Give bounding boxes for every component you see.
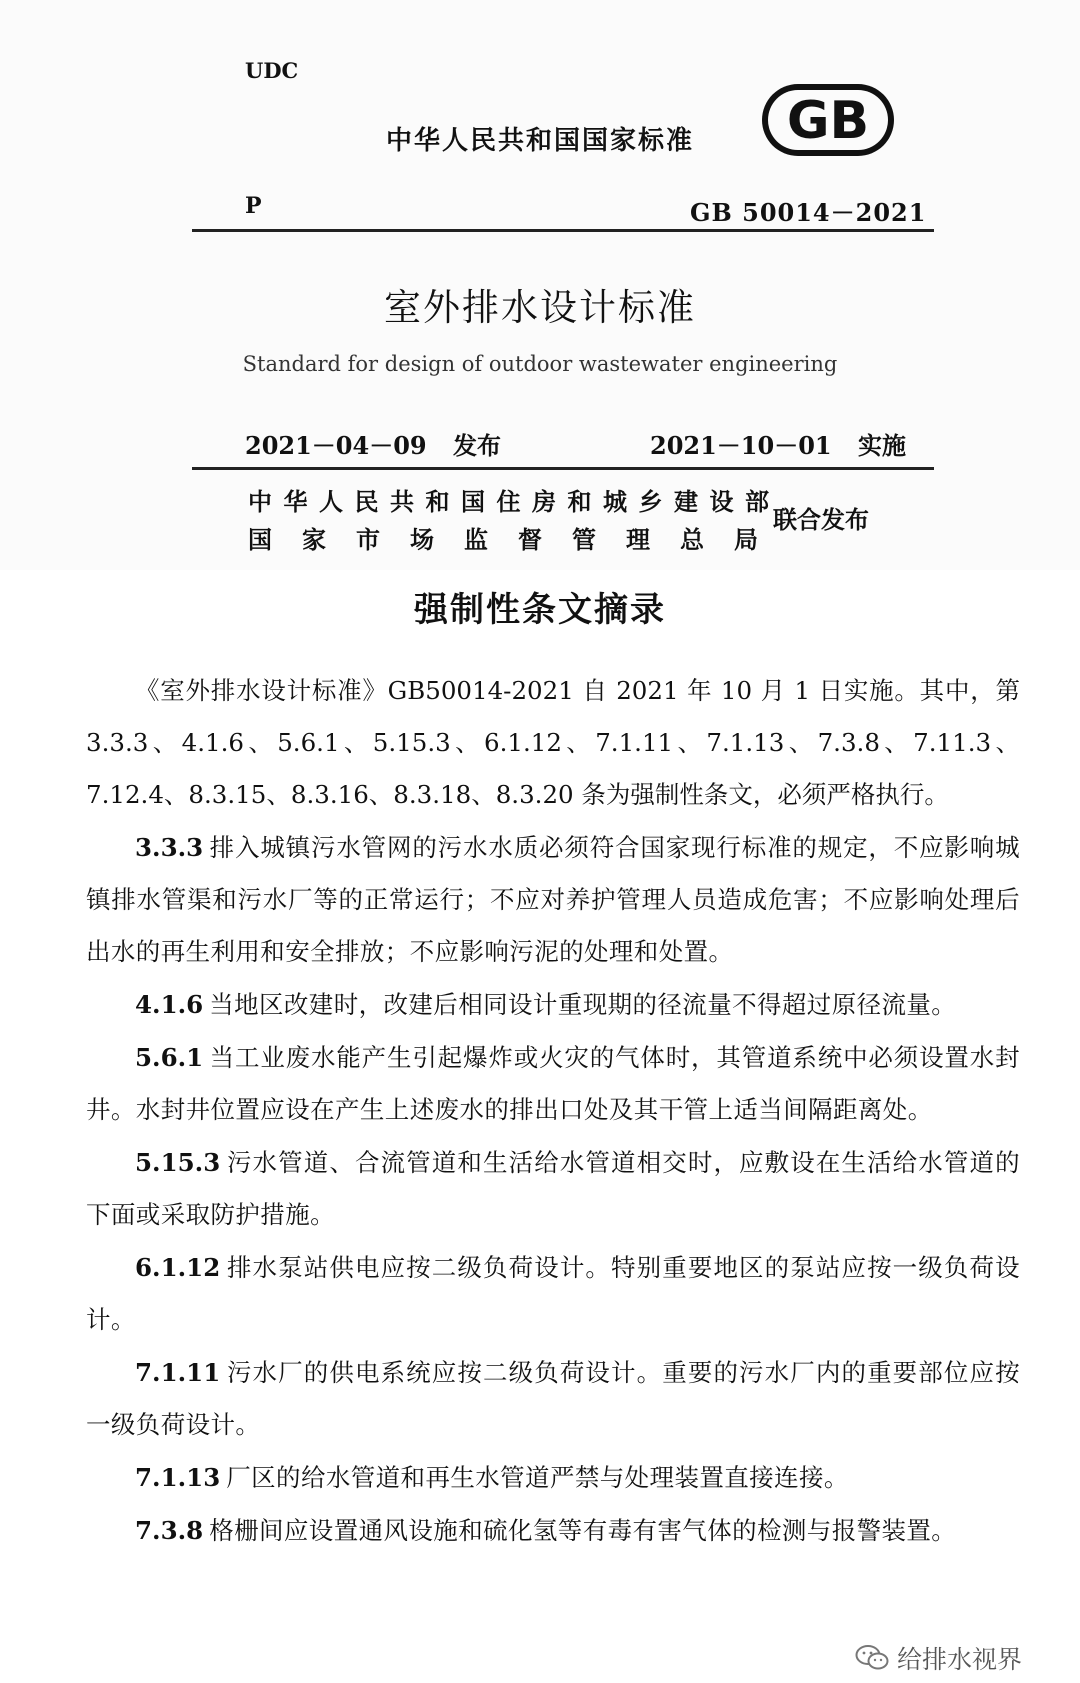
clause-3-3-3 [86, 822, 1020, 978]
clause-number: 7.3.8 [135, 1516, 204, 1545]
publish-date-line [245, 426, 501, 461]
standard-title-cn: 室外排水设计标准 [384, 286, 696, 329]
gb-logo-text: GB [786, 91, 870, 151]
clause-number: 5.6.1 [135, 1043, 204, 1072]
clause-text: 格栅间应设置通风设施和硫化氢等有毒有害气体的检测与报警装置。 [209, 1516, 957, 1545]
gb-logo [760, 82, 896, 158]
standard-number: GB 50014－2021 [690, 198, 927, 227]
clause-text: 当地区改建时，改建后相同设计重现期的径流量不得超过原径流量。 [209, 990, 957, 1019]
joint-publish-label: 联合发布 [773, 505, 869, 534]
clause-number: 7.1.11 [135, 1358, 221, 1387]
clause-number: 3.3.3 [135, 833, 204, 862]
udc-label: UDC [245, 58, 299, 83]
clause-number: 7.1.13 [135, 1463, 221, 1492]
standard-title-en: Standard for design of outdoor wastewater engineering [242, 352, 838, 376]
clause-number: 6.1.12 [135, 1253, 221, 1282]
effective-label: 实施 [857, 431, 906, 460]
category-code: P [245, 193, 262, 219]
clause-list [86, 665, 1020, 1557]
clause-text: 污水管道、合流管道和生活给水管道相交时，应敷设在生活给水管道的下面或采取防护措施。 [86, 1148, 1020, 1229]
section-title: 强制性条文摘录 [414, 590, 666, 630]
org-line-2: 国家市场监督管理总局 [248, 525, 788, 554]
clause-text: 排水泵站供电应按二级负荷设计。特别重要地区的泵站应按一级负荷设计。 [86, 1253, 1020, 1334]
standard-cover [0, 0, 1080, 570]
wechat-icon [855, 1644, 889, 1672]
clause-text: 当工业废水能产生引起爆炸或火灾的气体时，其管道系统中必须设置水封井。水封井位置应设在产生上述废水的排出口处及其干管上适当间隔距离处。 [86, 1043, 1020, 1124]
effective-date-line [650, 426, 906, 461]
clause-number: 4.1.6 [135, 990, 204, 1019]
clause-6-1-12 [86, 1242, 1020, 1346]
issuer-title: 中华人民共和国国家标准 [385, 126, 694, 156]
intro-paragraph: 《室外排水设计标准》GB50014-2021 自 2021 年 10 月 1 日实施。其中，第 3.3.3、4.1.6、5.6.1、5.15.3、6.1.12、7.1.11、7.1.13、7.3.8、7.11.3、7.12.4、8.3.15、8.3.16、8.3.18、8.3.20 条为强制性条文，必须严格执行。 [86, 676, 1020, 809]
clause-4-1-6 [86, 979, 1020, 1031]
effective-date: 2021－10－01 [650, 431, 832, 460]
clause-7-3-8 [86, 1505, 1020, 1557]
org-line-1: 中华人民共和国住房和城乡建设部 [248, 487, 781, 516]
publish-label: 发布 [452, 431, 501, 460]
source-watermark [855, 1640, 1022, 1676]
bottom-divider [192, 467, 934, 470]
clause-text: 厂区的给水管道和再生水管道严禁与处理装置直接连接。 [226, 1463, 849, 1492]
clause-7-1-13 [86, 1452, 1020, 1504]
watermark-text: 给排水视界 [897, 1645, 1023, 1674]
clause-number: 5.15.3 [135, 1148, 221, 1177]
clause-5-6-1 [86, 1032, 1020, 1136]
top-divider [192, 229, 934, 232]
clause-7-1-11 [86, 1347, 1020, 1451]
publish-date: 2021－04－09 [245, 431, 427, 460]
clause-5-15-3 [86, 1137, 1020, 1241]
clause-text: 污水厂的供电系统应按二级负荷设计。重要的污水厂内的重要部位应按一级负荷设计。 [86, 1358, 1020, 1439]
clause-text: 排入城镇污水管网的污水水质必须符合国家现行标准的规定，不应影响城镇排水管渠和污水厂等的正常运行；不应对养护管理人员造成危害；不应影响处理后出水的再生利用和安全排放；不应影响污泥的处理和处置。 [86, 833, 1020, 966]
